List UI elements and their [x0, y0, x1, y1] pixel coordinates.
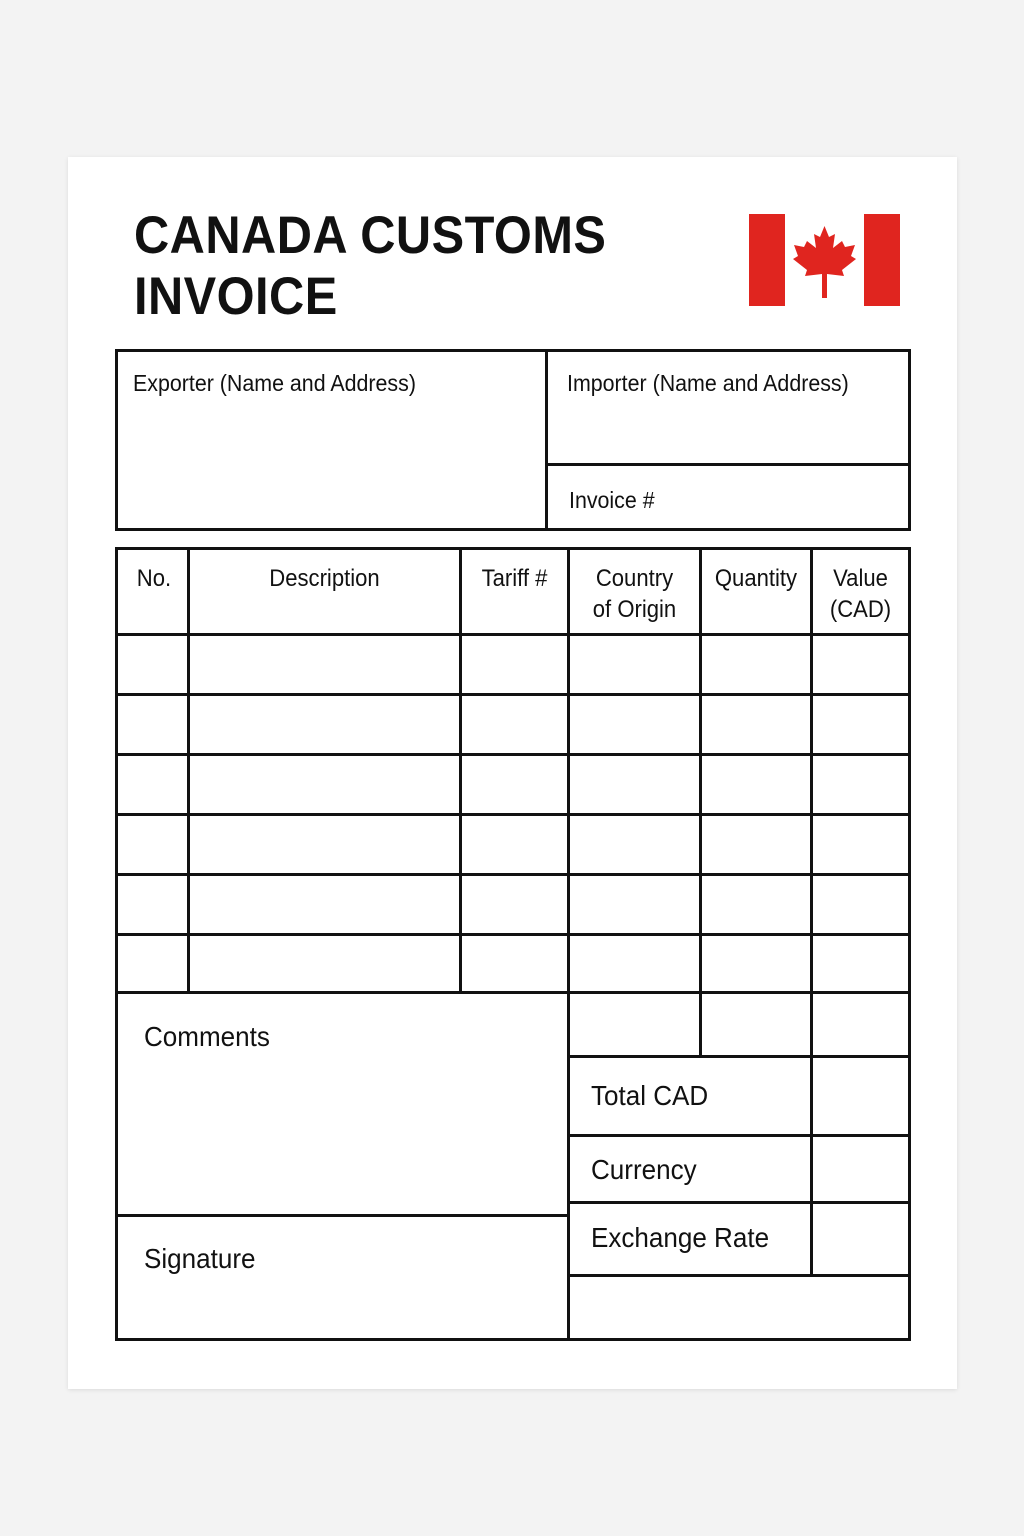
table-cell[interactable]: [121, 936, 187, 991]
table-cell[interactable]: [190, 936, 459, 991]
table-cell[interactable]: [813, 696, 908, 753]
column-header-line1: Description: [269, 565, 380, 592]
canada-flag-icon: [749, 214, 900, 306]
column-header-line1: Quantity: [714, 565, 798, 592]
column-header-line1: No.: [136, 565, 172, 592]
column-header-line1: Value: [833, 565, 888, 592]
table-cell[interactable]: [702, 636, 810, 693]
exchange-rate-label: Exchange Rate: [591, 1222, 770, 1253]
table-cell[interactable]: [121, 756, 187, 813]
total-cad-field[interactable]: [812, 1058, 908, 1134]
table-cell[interactable]: [570, 756, 699, 813]
table-cell[interactable]: [462, 936, 567, 991]
exchange-rate-field[interactable]: [812, 1204, 908, 1275]
comments-label: Comments: [144, 1021, 270, 1052]
table-cell[interactable]: [190, 816, 459, 873]
table-cell[interactable]: [813, 816, 908, 873]
signature-label: Signature: [144, 1243, 256, 1274]
column-header: [706, 563, 805, 594]
table-cell[interactable]: [702, 756, 810, 813]
grid-line: [116, 991, 910, 994]
column-header: [124, 563, 185, 594]
title-line-1: CANADA CUSTOMS: [134, 206, 607, 265]
table-cell[interactable]: [570, 816, 699, 873]
column-header: [575, 563, 694, 625]
table-cell[interactable]: [190, 636, 459, 693]
table-cell[interactable]: [190, 876, 459, 933]
importer-label: Importer (Name and Address): [567, 370, 849, 396]
invoice-number-label: Invoice #: [569, 487, 655, 513]
table-cell[interactable]: [570, 876, 699, 933]
column-header: [201, 563, 448, 594]
title-line-2: INVOICE: [134, 267, 338, 326]
table-cell[interactable]: [570, 936, 699, 991]
column-header-line2: of Origin: [592, 596, 677, 623]
page-title: [134, 205, 649, 327]
table-cell[interactable]: [813, 756, 908, 813]
table-cell[interactable]: [702, 995, 810, 1055]
table-cell[interactable]: [813, 936, 908, 991]
column-header: [817, 563, 904, 625]
column-header-line2: (CAD): [829, 596, 892, 623]
table-cell[interactable]: [121, 636, 187, 693]
table-cell[interactable]: [462, 756, 567, 813]
importer-field[interactable]: [548, 352, 908, 463]
table-cell[interactable]: [813, 876, 908, 933]
column-header-line1: Country: [595, 565, 674, 592]
table-cell[interactable]: [702, 936, 810, 991]
grid-line: [116, 1214, 568, 1217]
table-cell[interactable]: [813, 636, 908, 693]
table-cell[interactable]: [462, 696, 567, 753]
table-cell[interactable]: [570, 995, 699, 1055]
table-cell[interactable]: [702, 816, 810, 873]
table-cell[interactable]: [813, 995, 908, 1055]
table-cell[interactable]: [190, 696, 459, 753]
table-cell[interactable]: [121, 816, 187, 873]
table-cell[interactable]: [702, 696, 810, 753]
table-cell[interactable]: [121, 696, 187, 753]
table-cell[interactable]: [462, 636, 567, 693]
currency-field[interactable]: [812, 1137, 908, 1201]
signature-field[interactable]: [118, 1218, 567, 1338]
column-header: [466, 563, 563, 594]
table-cell[interactable]: [570, 696, 699, 753]
table-cell[interactable]: [190, 756, 459, 813]
column-header-line1: Tariff #: [481, 565, 548, 592]
total-cad-label: Total CAD: [591, 1080, 709, 1111]
table-cell[interactable]: [462, 816, 567, 873]
table-cell[interactable]: [121, 876, 187, 933]
table-cell[interactable]: [570, 636, 699, 693]
exporter-label: Exporter (Name and Address): [133, 370, 416, 396]
currency-label: Currency: [591, 1154, 697, 1185]
table-cell[interactable]: [702, 876, 810, 933]
table-cell[interactable]: [462, 876, 567, 933]
